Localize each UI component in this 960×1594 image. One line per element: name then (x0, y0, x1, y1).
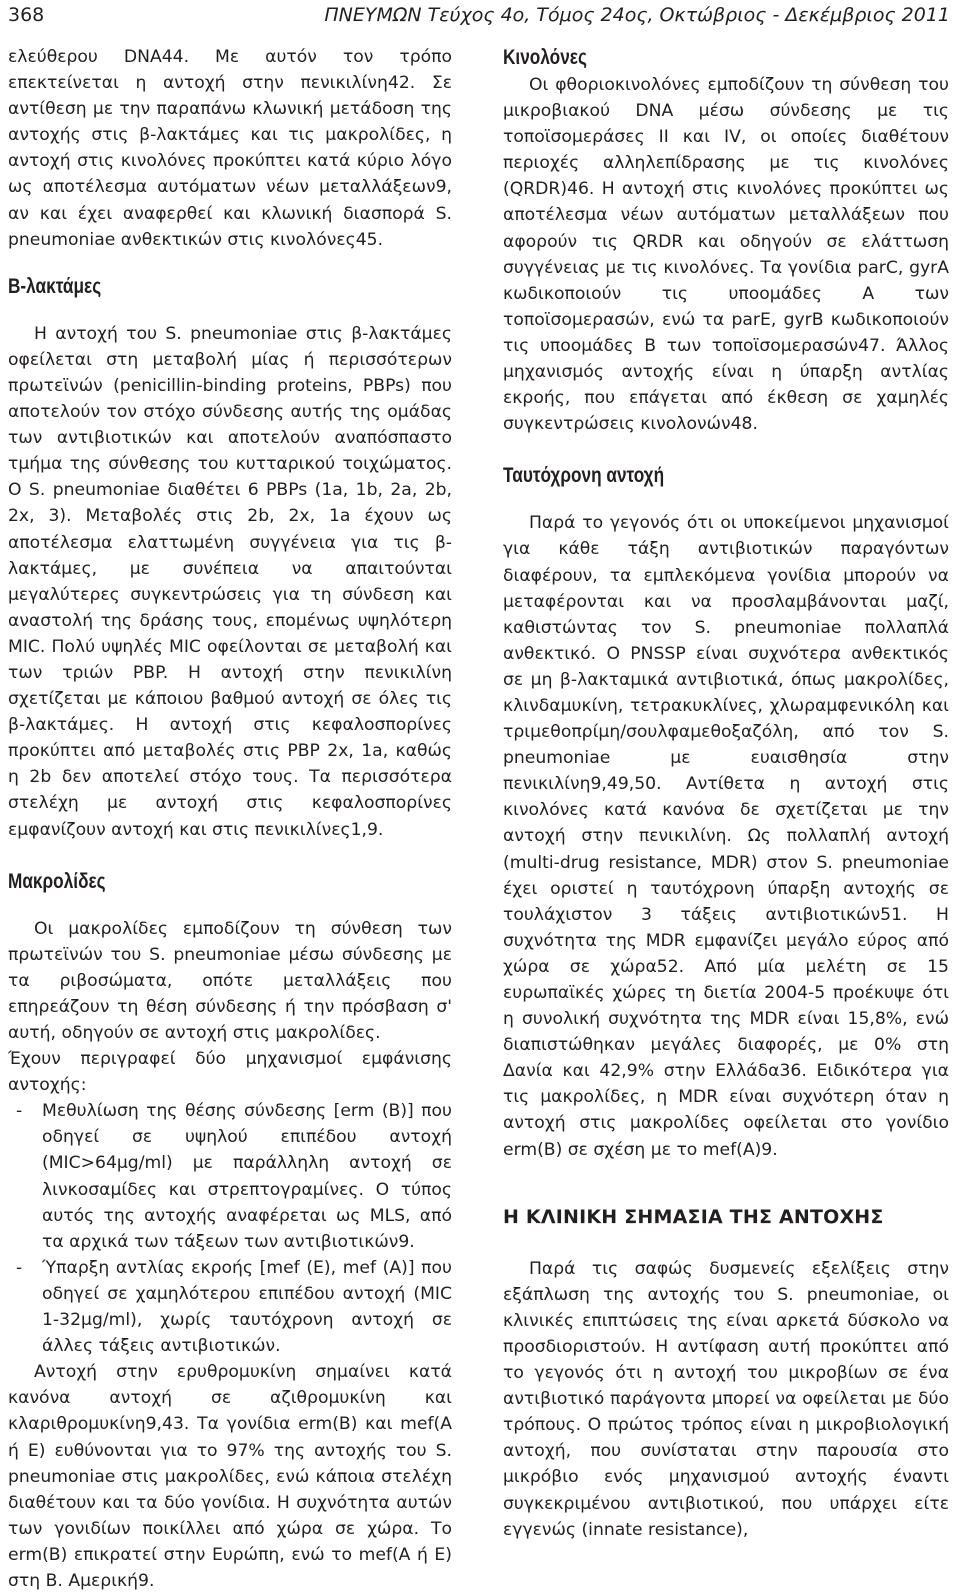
left-column (8, 44, 452, 1594)
journal-running-title: ΠΝΕΥΜΩΝ Τεύχος 4ο, Τόμος 24ος, Οκτώβριος - Δεκέμβριος 2011 (324, 4, 950, 26)
heading-quinolones: Κινολόνες (503, 46, 587, 69)
erythromycin-paragraph: Αντοχή στην ερυθρομυκίνη σημαίνει κατά κανόνα αντοχή σε αζιθρομυκίνη και κλαριθρομυκίνη9,43. Τα γονίδια erm(B) και mef(A ή E) ευθύνονται για το 97% της αντοχής του S. pneumoniae στις μακρολίδες, ενώ κάποια στελέχη διαθέτουν και τα δύο γονίδια. Η συχνότητα αυτών των γονιδίων ποικίλλει από χώρα σε χώρα. Το erm(B) επικρατεί στην Ευρώπη, ενώ το mef(A ή E) στη Β. Αμερική9. (8, 1362, 452, 1591)
quinolones-paragraph: Οι φθοριοκινολόνες εμποδίζουν τη σύνθεση του μικροβιακού DNA μέσω σύνδεσης με τις τοποϊσομεράσες II και IV, οι οποίες διαθέτουν περιοχές αλληλεπίδρασης με τις κινολόνες (QRDR)46. Η αντοχή στις κινολόνες προκύπτει ως αποτέλεσμα νέων αυτόματων μεταλλάξεων που αφορούν τις QRDR και οδηγούν σε ελάττωση συγγένειας με τις κινολόνες. Τα γονίδια parC, gyrA κωδικοποιούν τις υποομάδες Α των τοποϊσομερασών, ενώ τα parE, gyrB κωδικοποιούν τις υποομάδες Β των τοποϊσομερασών47. Άλλος μηχανισμός αντοχής είναι η ύπαρξη αντλίας εκροής, που επάγεται από έκθεση σε χαμηλές συγκεντρώσεις κινολονών48. (503, 75, 949, 435)
page-number: 368 (8, 4, 45, 26)
clinical-significance-paragraph: Παρά τις σαφώς δυσμενείς εξελίξεις στην εξάπλωση της αντοχής του S. pneumoniae, οι κλινικές επιπτώσεις της είναι αρκετά δύσκολο να προσδιοριστούν. Η αντίφαση αυτή προκύπτει από το γεγονός ότι η αντοχή του μικροβίων σε ένα αντιβιοτικό παράγοντα μπορεί να οφείλεται με δύο τρόπους. Ο πρώτος τρόπος είναι η μικροβιολογική αντοχή, που συνίσταται στην παρουσία στο μικρόβιο ενός μηχανισμού αντοχής έναντι συγκεκριμένου αντιβιοτικού, που υπάρχει είτε εγγενώς (innate resistance), (503, 1258, 949, 1540)
mechanism-item-efflux: - Ύπαρξη αντλίας εκροής [mef (E), mef (A)] που οδηγεί σε χαμηλότερου επιπέδου αντοχή (MIC 1-32μg/ml), χωρίς ταυτόχρονη αντοχή σε άλλες τάξεις αντιβιοτικών. (8, 1255, 452, 1359)
mechanism-item-methylation: - Μεθυλίωση της θέσης σύνδεσης [erm (B)] που οδηγεί σε υψηλού επιπέδου αντοχή (MIC>64μg/ml) με παράλληλη αντοχή σε λινκοσαμίδες και στρεπτογραμίνες. Ο τύπος αυτός της αντοχής αναφέρεται ως MLS, από τα αρχικά των τάξεων των αντιβιοτικών9. (8, 1098, 452, 1255)
heading-macrolides: Μακρολίδες (8, 869, 106, 893)
heading-clinical-significance: Η ΚΛΙΝΙΚΗ ΣΗΜΑΣΙΑ ΤΗΣ ΑΝΤΟΧΗΣ (503, 1205, 884, 1228)
concurrent-resistance-paragraph: Παρά το γεγονός ότι οι υποκείμενοι μηχανισμοί για κάθε τάξη αντιβιοτικών παραγόντων διαφέρουν, τα εμπλεκόμενα γονίδια μπορούν να μεταφέρονται και να προσλαμβάνονται μαζί, καθιστώντας τον S. pneumoniae πολλαπλά ανθεκτικό. Ο PNSSP είναι συχνότερα ανθεκτικός σε μη β-λακταμικά αντιβιοτικά, όπως μακρολίδες, κλινδαμυκίνη, τετρακυκλίνες, χλωραμφενικόλη και τριμεθοπρίμη/σουλφαμεθοξαζόλη, από τον S. pneumoniae με ευαισθησία στην πενικιλίνη9,49,50. Αντίθετα η αντοχή στις κινολόνες κατά κανόνα δε σχετίζεται με την αντοχή στην πενικιλίνη. Ως πολλαπλή αντοχή (multi-drug resistance, MDR) στον S. pneumoniae έχει οριστεί η ταυτόχρονη ύπαρξη αντοχής σε τουλάχιστον 3 τάξεις αντιβιοτικών51. Η συχνότητα της MDR εμφανίζει μεγάλο εύρος από χώρα σε χώρα52. Από μία μελέτη σε 15 ευρωπαϊκές χώρες τη διετία 2004-5 προέκυψε ότι η συνολική συχνότητα της MDR είναι 15,8%, ενώ διαπιστώθηκαν μεγάλες διαφορές, με 0% στη Δανία και 42,9% στην Ελλάδα36. Ειδικότερα για τις μακρολίδες, η MDR είναι συχνότερη όταν η αντοχή στις μακρολίδες οφείλεται στο γονίδιο erm(B) σε σχέση με το mef(A)9. (503, 513, 949, 1160)
macrolides-paragraph: Οι μακρολίδες εμποδίζουν τη σύνθεση των πρωτεϊνών του S. pneumoniae μέσω σύνδεσης με τα ριβοσώματα, οπότε μεταλλάξεις που επηρεάζουν τη θέση σύνδεσης ή την πρόσβαση σ' αυτή, οδηγούν σε αντοχή στις μακρολίδες. (8, 918, 452, 1043)
macrolides-mechanisms-intro: Έχουν περιγραφεί δύο μηχανισμοί εμφάνισης αντοχής: (8, 1049, 452, 1096)
intro-paragraph: ελεύθερου DNA44. Με αυτόν τον τρόπο επεκτείνεται η αντοχή στην πενικιλίνη42. Σε αντίθεση με την παραπάνω κλωνική μετάδοση της αντοχής στις β-λακτάμες και τις μακρολίδες, η αντοχή στις κινολόνες προκύπτει κατά κύριο λόγο ως αποτέλεσμα αυτόματων νέων μεταλλάξεων9, αν και έχει αναφερθεί και κλωνική διασπορά S. pneumoniae ανθεκτικών στις κινολόνες45. (8, 47, 452, 250)
page-header (0, 0, 960, 44)
beta-lactams-paragraph: Η αντοχή του S. pneumoniae στις β-λακτάμες οφείλεται στη μεταβολή μίας ή περισσότερων πρωτεϊνών (penicillin-binding proteins, PBPs) που αποτελούν τον στόχο σύνδεσης αυτής της ομάδας των αντιβιοτικών και αποτελούν αναπόσπαστο τμήμα της σύνθεσης του κυτταρικού τοιχώματος. Ο S. pneumoniae διαθέτει 6 PBPs (1a, 1b, 2a, 2b, 2x, 3). Μεταβολές στις 2b, 2x, 1a έχουν ως αποτέλεσμα ελαττωμένη συγγένεια για τις β-λακτάμες, με συνέπεια να απαιτούνται μεγαλύτερες συγκεντρώσεις για τη σύνδεση και αναστολή της δράσης τους, επομένως υψηλότερη MIC. Πολύ υψηλές MIC οφείλονται σε μεταβολή και των τριών PBP. Η αντοχή στην πενικιλίνη σχετίζεται με κάποιου βαθμού αντοχή σε όλες τις β-λακτάμες. Η αντοχή στις κεφαλοσπορίνες προκύπτει από μεταβολές στις PBP 2x, 1a, καθώς η 2b δεν αποτελεί στόχο τους. Τα περισσότερα στελέχη με αντοχή στις κεφαλοσπορίνες εμφανίζουν αντοχή και στις πενικιλίνες1,9. (8, 323, 452, 840)
heading-beta-lactams: Β-λακτάμες (8, 274, 102, 298)
right-column (503, 44, 949, 1543)
heading-concurrent-resistance: Ταυτόχρονη αντοχή (503, 464, 665, 488)
